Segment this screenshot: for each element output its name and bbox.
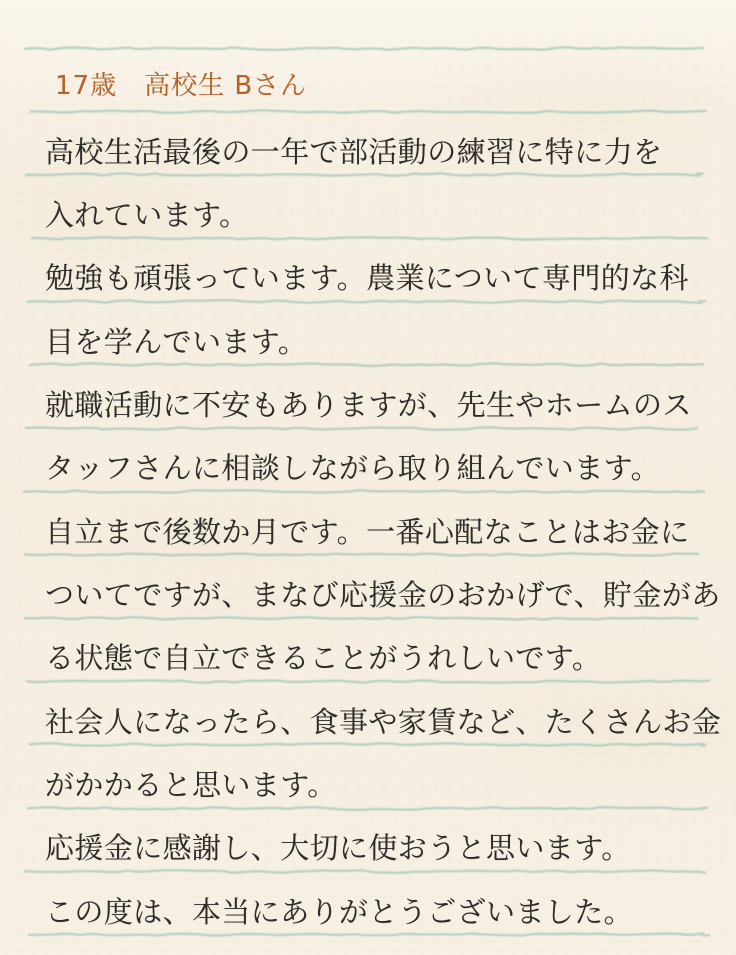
line-text: ついてですが、まなび応援金のおかげで、貯金があ [45,578,721,613]
line-text: 入れています。 [45,198,249,233]
line-text: 高校生活最後の一年で部活動の練習に特に力を [45,134,663,169]
testimonial-line [0,618,736,681]
line-text: 就職活動に不安もありますが、先生やホームのス [45,388,692,423]
line-text: 応援金に感謝し、大切に使おうと思います。 [45,831,631,866]
testimonial-line [0,238,736,301]
line-text: 社会人になったら、食事や家賃など、たくさんお金 [45,704,722,739]
line-text: 勉強も頑張っています。農業について専門的な科 [45,261,689,296]
testimonial-line [0,681,736,744]
testimonial-line [0,555,736,618]
author-label: 17歳 高校生 Bさん [55,71,308,102]
testimonial-line [0,808,736,871]
testimonial-line [0,301,736,364]
line-text: る状態で自立できることがうれしいです。 [45,641,602,676]
testimonial-header [0,48,736,111]
line-text: タッフさんに相談しながら取り組んでいます。 [45,451,661,486]
line-text: がかかると思います。 [45,768,337,803]
line-text: この度は、本当にありがとうございました。 [45,894,634,929]
testimonial-line [0,428,736,491]
testimonial-line [0,365,736,428]
testimonial-line [0,111,736,174]
testimonial-line [0,175,736,238]
line-text: 目を学んでいます。 [45,324,308,359]
letter-text [0,48,736,935]
testimonial-line [0,871,736,934]
testimonial-line [0,491,736,554]
line-text: 自立まで後数か月です。一番心配なことはお金に [45,514,690,549]
testimonial-line [0,745,736,808]
